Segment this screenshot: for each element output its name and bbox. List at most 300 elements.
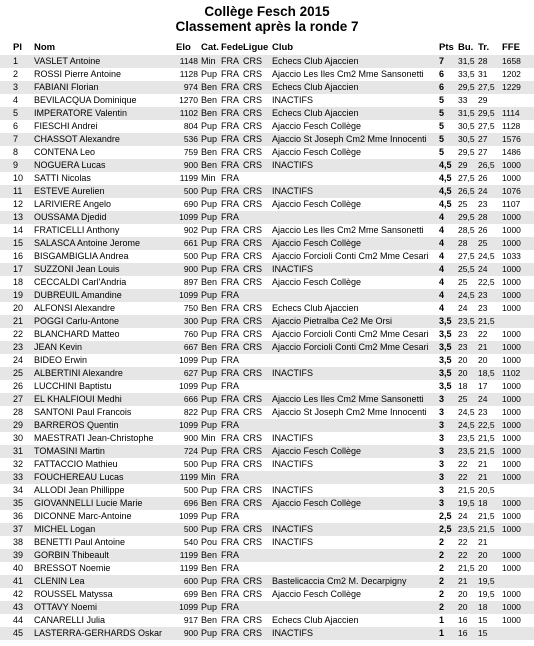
round-subtitle: Classement après la ronde 7 [175,19,359,34]
cell-pts: 5 [439,121,445,131]
cell-tr: 24 [478,264,488,274]
cell-pts: 3 [439,420,445,430]
cell-pts: 1 [439,628,445,638]
cell-elo: 500 [183,251,198,261]
cell-elo: 974 [183,82,198,92]
cell-tr: 19,5 [478,589,495,599]
cell-pl: 39 [13,550,24,560]
cell-bu: 27,5 [458,173,475,183]
cell-ffe: 1000 [502,459,521,469]
cell-tr: 26 [478,225,488,235]
cell-ligue: CRS [243,225,263,235]
cell-bu: 23 [458,342,468,352]
table-row [0,328,534,341]
table-row [0,367,534,380]
cell-pl: 25 [13,368,24,378]
cell-pl: 4 [13,95,19,105]
cell-ffe: 1000 [502,303,521,313]
cell-cat: Pup [201,485,218,495]
cell-cat: Min [201,433,216,443]
cell-club: INACTIFS [272,459,314,469]
cell-elo: 900 [183,628,198,638]
cell-cat: Ben [201,342,218,352]
cell-fede: FRA [221,199,239,209]
tournament-title: Collège Fesch 2015 [204,4,330,19]
cell-bu: 20 [458,602,468,612]
cell-club: Ajaccio Fesch Collège [272,199,362,209]
cell-tr: 18,5 [478,368,495,378]
cell-cat: Pou [201,537,218,547]
cell-bu: 23,5 [458,433,475,443]
table-row [0,198,534,211]
cell-fede: FRA [221,134,239,144]
cell-bu: 16 [458,615,468,625]
cell-tr: 23 [478,303,488,313]
cell-bu: 23 [458,329,468,339]
cell-pl: 30 [13,433,24,443]
cell-club: Ajaccio Fesch Collège [272,589,362,599]
cell-elo: 1099 [179,511,198,521]
cell-club: Ajaccio Forcioli Conti Cm2 Mme Cesari [272,329,429,339]
cell-pl: 18 [13,277,24,287]
cell-tr: 17 [478,381,488,391]
cell-ligue: CRS [243,277,263,287]
cell-pts: 3 [439,433,445,443]
header-pl: Pl [13,42,22,53]
cell-ligue: CRS [243,407,263,417]
cell-nom: SATTI Nicolas [34,173,91,183]
cell-bu: 23,5 [458,446,475,456]
cell-elo: 897 [183,277,198,287]
cell-nom: FIESCHI Andrei [34,121,98,131]
cell-ligue: CRS [243,628,263,638]
cell-bu: 24 [458,511,468,521]
cell-pts: 4,5 [439,199,452,209]
cell-cat: Pup [201,186,218,196]
cell-elo: 690 [183,199,198,209]
cell-bu: 29,5 [458,212,475,222]
cell-club: INACTIFS [272,368,314,378]
cell-cat: Pup [201,368,218,378]
cell-tr: 21,5 [478,316,495,326]
cell-pts: 5 [439,95,445,105]
cell-elo: 759 [183,147,198,157]
cell-club: Ajaccio Fesch Collège [272,121,362,131]
cell-pts: 3,5 [439,329,452,339]
cell-ligue: CRS [243,368,263,378]
cell-nom: ESTEVE Aurelien [34,186,105,196]
cell-fede: FRA [221,173,239,183]
cell-fede: FRA [221,186,239,196]
cell-fede: FRA [221,576,239,586]
cell-ligue: CRS [243,199,263,209]
cell-pts: 3 [439,407,445,417]
cell-fede: FRA [221,95,239,105]
cell-ffe: 1000 [502,173,521,183]
cell-bu: 33,5 [458,69,475,79]
cell-cat: Ben [201,303,218,313]
cell-elo: 1099 [179,420,198,430]
cell-nom: VASLET Antoine [34,56,101,66]
header-tr: Tr. [478,42,490,53]
cell-ffe: 1000 [502,238,521,248]
cell-cat: Ben [201,563,218,573]
cell-fede: FRA [221,368,239,378]
cell-ffe: 1107 [502,199,521,209]
cell-nom: GIOVANNELLI Lucie Marie [34,498,143,508]
cell-pts: 4 [439,290,445,300]
cell-elo: 500 [183,485,198,495]
cell-pl: 16 [13,251,24,261]
cell-elo: 900 [183,160,198,170]
cell-ligue: CRS [243,576,263,586]
cell-cat: Ben [201,550,218,560]
cell-fede: FRA [221,420,239,430]
cell-ligue: CRS [243,108,263,118]
cell-cat: Pup [201,511,218,521]
cell-tr: 15 [478,615,488,625]
cell-nom: CLENIN Lea [34,576,85,586]
header-pts: Pts [439,42,454,53]
cell-pl: 17 [13,264,24,274]
cell-elo: 1099 [179,381,198,391]
cell-nom: LARIVIERE Angelo [34,199,112,209]
cell-pts: 3 [439,446,445,456]
cell-pts: 3,5 [439,381,452,391]
cell-elo: 1148 [179,56,198,66]
header-bu: Bu. [458,42,474,53]
cell-fede: FRA [221,251,239,261]
table-row [0,120,534,133]
cell-ligue: CRS [243,589,263,599]
cell-ligue: CRS [243,238,263,248]
cell-ffe: 1000 [502,394,521,404]
table-row [0,68,534,81]
cell-nom: CECCALDI Carl'Andria [34,277,127,287]
cell-ffe: 1033 [502,251,521,261]
cell-ligue: CRS [243,498,263,508]
table-row [0,497,534,510]
cell-nom: POGGI Carlu-Antone [34,316,120,326]
cell-ffe: 1000 [502,602,521,612]
cell-ligue: CRS [243,82,263,92]
cell-bu: 20 [458,589,468,599]
cell-ligue: CRS [243,69,263,79]
cell-bu: 24,5 [458,420,475,430]
cell-cat: Ben [201,277,218,287]
cell-pl: 21 [13,316,24,326]
cell-pl: 5 [13,108,19,118]
cell-pts: 2,5 [439,511,452,521]
cell-tr: 19,5 [478,576,495,586]
cell-pl: 19 [13,290,24,300]
cell-tr: 21,5 [478,446,495,456]
cell-pts: 5 [439,147,445,157]
table-row [0,185,534,198]
cell-club: Ajaccio Fesch Collège [272,147,362,157]
cell-nom: JEAN Kevin [34,342,83,352]
cell-tr: 25 [478,238,488,248]
cell-elo: 1199 [179,550,198,560]
cell-fede: FRA [221,615,239,625]
cell-tr: 29 [478,95,488,105]
cell-pl: 31 [13,446,24,456]
cell-cat: Pup [201,251,218,261]
cell-nom: BIDEO Erwin [34,355,88,365]
cell-bu: 22 [458,459,468,469]
table-row [0,146,534,159]
cell-nom: CONTENA Leo [34,147,96,157]
cell-tr: 21 [478,342,488,352]
cell-cat: Pup [201,199,218,209]
table-row [0,510,534,523]
cell-cat: Pup [201,576,218,586]
table-row [0,536,534,549]
cell-elo: 627 [183,368,198,378]
cell-ligue: CRS [243,147,263,157]
cell-pts: 2 [439,537,445,547]
table-row [0,55,534,68]
cell-ffe: 1000 [502,472,521,482]
cell-tr: 21,5 [478,433,495,443]
table-row [0,445,534,458]
cell-cat: Min [201,173,216,183]
cell-pts: 5 [439,134,445,144]
cell-cat: Ben [201,95,218,105]
cell-cat: Ben [201,615,218,625]
cell-elo: 600 [183,576,198,586]
table-row [0,458,534,471]
cell-bu: 26,5 [458,186,475,196]
cell-club: Ajaccio Fesch Collège [272,238,362,248]
cell-ffe: 1000 [502,355,521,365]
cell-elo: 822 [183,407,198,417]
cell-pts: 3,5 [439,316,452,326]
cell-ffe: 1000 [502,407,521,417]
cell-ligue: CRS [243,615,263,625]
cell-tr: 23 [478,290,488,300]
cell-bu: 28,5 [458,225,475,235]
table-row [0,263,534,276]
cell-bu: 31,5 [458,56,475,66]
cell-cat: Pup [201,290,218,300]
cell-tr: 22,5 [478,420,495,430]
cell-nom: GORBIN Thibeault [34,550,109,560]
cell-tr: 20 [478,355,488,365]
cell-ffe: 1576 [502,134,521,144]
cell-elo: 1102 [179,108,198,118]
cell-pts: 4,5 [439,173,452,183]
cell-nom: MICHEL Logan [34,524,96,534]
table-row [0,523,534,536]
cell-pts: 4 [439,277,445,287]
cell-nom: CANARELLI Julia [34,615,106,625]
header-ffe: FFE [502,42,520,53]
cell-pl: 15 [13,238,24,248]
cell-elo: 1128 [179,69,198,79]
cell-elo: 666 [183,394,198,404]
cell-ffe: 1486 [502,147,521,157]
header-fede: Fede [221,42,244,53]
cell-bu: 29 [458,160,468,170]
table-row [0,341,534,354]
cell-fede: FRA [221,264,239,274]
cell-ffe: 1000 [502,589,521,599]
cell-tr: 22 [478,329,488,339]
table-row [0,471,534,484]
cell-pl: 13 [13,212,24,222]
cell-fede: FRA [221,589,239,599]
cell-pl: 26 [13,381,24,391]
cell-nom: BARREROS Quentin [34,420,119,430]
cell-nom: LASTERRA-GERHARDS Oskar [34,628,163,638]
cell-pl: 23 [13,342,24,352]
cell-fede: FRA [221,498,239,508]
cell-tr: 20 [478,563,488,573]
cell-fede: FRA [221,381,239,391]
cell-pl: 14 [13,225,24,235]
cell-bu: 18 [458,381,468,391]
cell-pl: 20 [13,303,24,313]
cell-ffe: 1114 [502,108,520,118]
cell-ffe: 1000 [502,329,521,339]
cell-pl: 24 [13,355,24,365]
cell-ligue: CRS [243,342,263,352]
cell-fede: FRA [221,82,239,92]
cell-ligue: CRS [243,251,263,261]
cell-pl: 11 [13,186,23,196]
cell-ffe: 1000 [502,277,521,287]
cell-pts: 2 [439,602,445,612]
cell-club: INACTIFS [272,186,314,196]
cell-elo: 1099 [179,212,198,222]
table-row [0,302,534,315]
cell-cat: Ben [201,82,218,92]
cell-ligue: CRS [243,446,263,456]
cell-club: Echecs Club Ajaccien [272,615,359,625]
cell-tr: 21 [478,472,488,482]
cell-ffe: 1000 [502,160,521,170]
table-row [0,224,534,237]
cell-elo: 667 [183,342,198,352]
cell-ligue: CRS [243,433,263,443]
cell-nom: BEVILACQUA Dominique [34,95,137,105]
cell-pl: 44 [13,615,24,625]
cell-pts: 2 [439,563,445,573]
cell-ffe: 1000 [502,212,521,222]
cell-pl: 40 [13,563,24,573]
cell-pl: 34 [13,485,24,495]
cell-fede: FRA [221,446,239,456]
cell-fede: FRA [221,290,239,300]
table-header [0,42,534,54]
cell-elo: 500 [183,186,198,196]
table-row [0,159,534,172]
cell-tr: 23 [478,199,488,209]
cell-pl: 35 [13,498,24,508]
cell-club: Ajaccio Les Iles Cm2 Mme Sansonetti [272,394,424,404]
table-row [0,133,534,146]
cell-pts: 2 [439,576,445,586]
cell-bu: 31,5 [458,108,475,118]
cell-tr: 28 [478,56,488,66]
cell-tr: 27 [478,147,488,157]
cell-tr: 23 [478,407,488,417]
cell-pl: 7 [13,134,19,144]
cell-fede: FRA [221,238,239,248]
cell-club: Echecs Club Ajaccien [272,303,359,313]
cell-bu: 22 [458,550,468,560]
cell-club: Ajaccio Fesch Collège [272,498,362,508]
table-row [0,614,534,627]
cell-bu: 19,5 [458,498,475,508]
cell-bu: 25 [458,394,468,404]
cell-nom: NOGUERA Lucas [34,160,106,170]
cell-tr: 21,5 [478,524,495,534]
table-row [0,393,534,406]
cell-elo: 500 [183,459,198,469]
cell-fede: FRA [221,342,239,352]
cell-bu: 29,5 [458,82,475,92]
cell-club: INACTIFS [272,160,314,170]
table-row [0,406,534,419]
table-row [0,276,534,289]
cell-tr: 28 [478,212,488,222]
cell-bu: 20 [458,355,468,365]
cell-club: Ajaccio St Joseph Cm2 Mme Innocenti [272,407,427,417]
cell-nom: SUZZONI Jean Louis [34,264,120,274]
cell-pl: 33 [13,472,24,482]
cell-cat: Pup [201,121,218,131]
cell-nom: LUCCHINI Baptistu [34,381,112,391]
cell-fede: FRA [221,303,239,313]
cell-ligue: CRS [243,186,263,196]
cell-pl: 27 [13,394,24,404]
cell-fede: FRA [221,277,239,287]
cell-fede: FRA [221,56,239,66]
table-row [0,549,534,562]
cell-fede: FRA [221,433,239,443]
cell-pl: 12 [13,199,24,209]
cell-ffe: 1000 [502,498,521,508]
cell-club: Echecs Club Ajaccien [272,56,359,66]
cell-pl: 8 [13,147,19,157]
cell-ffe: 1000 [502,433,521,443]
cell-cat: Pup [201,602,218,612]
cell-club: Ajaccio Fesch Collège [272,277,362,287]
cell-nom: FRATICELLI Anthony [34,225,120,235]
cell-nom: DUBREUIL Amandine [34,290,122,300]
cell-pts: 2 [439,589,445,599]
cell-nom: DICONNE Marc-Antoine [34,511,132,521]
cell-ligue: CRS [243,56,263,66]
cell-nom: MAESTRATI Jean-Christophe [34,433,154,443]
cell-bu: 16 [458,628,468,638]
cell-pts: 3,5 [439,368,452,378]
cell-cat: Min [201,472,216,482]
table-row [0,250,534,263]
cell-pts: 2 [439,550,445,560]
cell-elo: 760 [183,329,198,339]
cell-elo: 917 [183,615,198,625]
cell-ligue: CRS [243,121,263,131]
cell-pts: 1 [439,615,445,625]
cell-cat: Ben [201,108,218,118]
cell-pl: 6 [13,121,19,131]
cell-bu: 24,5 [458,407,475,417]
cell-ligue: CRS [243,329,263,339]
cell-pts: 3,5 [439,342,452,352]
